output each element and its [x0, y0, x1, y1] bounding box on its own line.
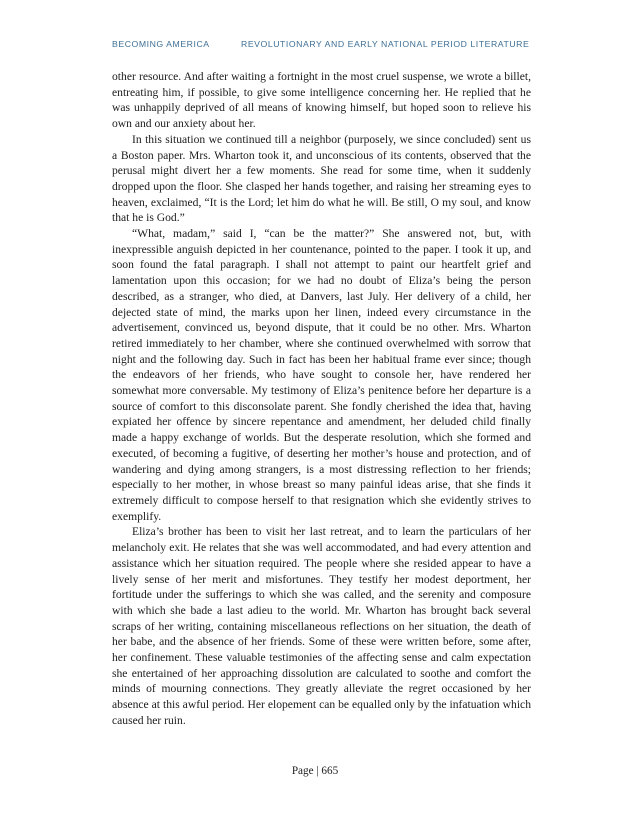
series-title: REVOLUTIONARY AND EARLY NATIONAL PERIOD LITERATURE — [241, 39, 530, 49]
paragraph-4: Eliza’s brother has been to visit her last retreat, and to learn the particulars of her melancholy exit. He relates that she was well accommodated, and had every attention and assistance which her situation required. The people where she resided appear to have a lively sense of her merit and misfortunes. They testify her modest deportment, her fortitude under the sufferings to which she was called, and the serenity and composure with which she bade a last adieu to the world. Mr. Wharton has brought back several scraps of her writing, containing miscellaneous reflections on her situation, the death of her babe, and the absence of her friends. Some of these were written before, some after, her confinement. These valuable testimonies of the affecting sense and calm expectation she entertained of her approaching dissolution are calculated to soothe and comfort the minds of mourning connections. They greatly alleviate the regret occasioned by her absence at this awful period. Her elopement can be equalled only by the infatuation which caused her ruin. — [112, 525, 531, 727]
paragraph-1: other resource. And after waiting a fortnight in the most cruel suspense, we wrote a billet, entreating him, if possible, to give some intelligence concerning her. He replied that he was unhappily deprived of all means of knowing himself, but hoped soon to relieve his own and our anxiety about her. — [112, 70, 531, 131]
paragraph-3: “What, madam,” said I, “can be the matter?” She answered not, but, with inexpressible anguish depicted in her countenance, pointed to the paper. I took it up, and soon found the fatal paragraph. I shall not attempt to paint our heartfelt grief and lamentation upon this occasion; for we had no doubt of Eliza’s being the person described, as a stranger, who died, at Danvers, last July. Her delivery of a child, her dejected state of mind, the marks upon her linen, indeed every circumstance in the advertisement, convinced us, beyond dispute, that it could be no other. Mrs. Wharton retired immediately to her chamber, where she continued overwhelmed with sorrow that night and the following day. Such in fact has been her habitual frame ever since; though the endeavors of her friends, who have sought to console her, have rendered her somewhat more conversable. My testimony of Eliza’s penitence before her departure is a source of comfort to this disconsolate parent. She fondly cherished the idea that, having expiated her offence by sincere repentance and amendment, her deluded child finally made a happy exchange of worlds. But the desperate resolution, which she formed and executed, of becoming a fugitive, of deserting her mother’s house and protection, and of wandering and dying among strangers, is a most distressing reflection to her friends; especially to her mother, in whose breast so many painful ideas arise, that she finds it extremely difficult to compose herself to that resignation which she evidently strives to exemplify. — [112, 227, 531, 523]
page-body — [112, 69, 531, 729]
page-number: Page | 665 — [291, 765, 339, 777]
paragraph-2: In this situation we continued till a neighbor (purposely, we since concluded) sent us a Boston paper. Mrs. Wharton took it, and unconscious of its contents, observed that the perusal might divert her a few moments. She read for some time, when it suddenly dropped upon the floor. She clasped her hands together, and raising her streaming eyes to heaven, exclaimed, “It is the Lord; let him do what he will. Be still, O my soul, and know that he is God.” — [112, 132, 531, 225]
book-title: BECOMING AMERICA — [112, 39, 210, 49]
running-header — [112, 39, 532, 53]
